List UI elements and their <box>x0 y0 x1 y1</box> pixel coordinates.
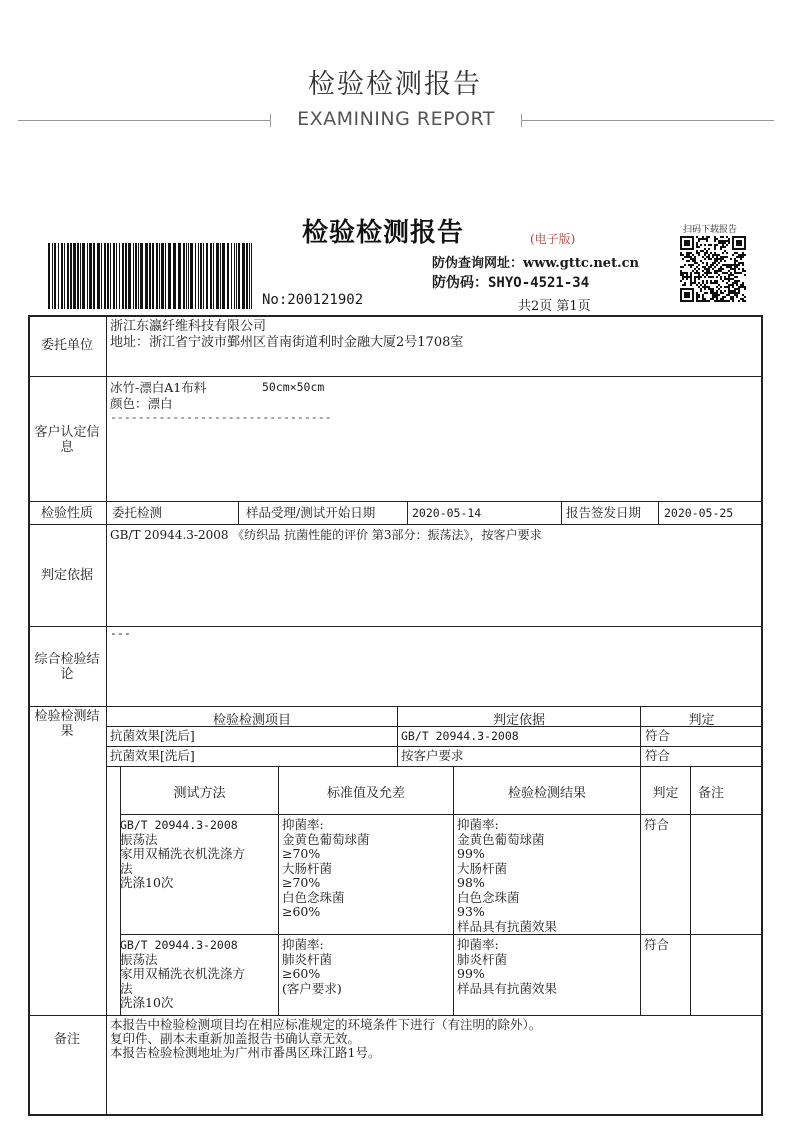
sample-size: 50cm×50cm <box>262 380 325 394</box>
detail-method-line: 家用双桶洗衣机洗涤方 <box>120 966 246 981</box>
qr-caption: 扫码下载报告 <box>683 225 738 235</box>
detail-method-line: GB/T 20944.3-2008 <box>120 938 238 952</box>
detail-header-standard: 标准值及允差 <box>326 786 405 801</box>
basis-value: GB/T 20944.3-2008 《纺织品 抗菌性能的评价 第3部分：振荡法》，按客户要求 <box>110 528 542 542</box>
remarks-line: 复印件、副本未重新加盖报告书确认章无效。 <box>110 1031 361 1046</box>
detail-verdict: 符合 <box>644 817 670 832</box>
detail-result-line: 金黄色葡萄球菌 <box>457 831 545 847</box>
sample-dashes: -------------------------------- <box>110 410 332 424</box>
results-row-basis: GB/T 20944.3-2008 <box>401 729 519 743</box>
detail-standard-cell <box>282 938 342 996</box>
client-name: 浙江东瀛纤维科技有限公司 <box>110 319 267 334</box>
detail-method-line: 振荡法 <box>120 831 158 847</box>
banner-subtitle: EXAMINING REPORT <box>297 108 495 130</box>
col-divider <box>278 766 279 1015</box>
detail-standard-line: ≥60% <box>282 966 321 981</box>
results-row-verdict: 符合 <box>645 728 671 743</box>
detail-header-remark: 备注 <box>697 786 724 801</box>
client-address: 地址：浙江省宁波市鄞州区首南街道利时金融大厦2号1708室 <box>110 335 464 350</box>
detail-header-result: 检验检测结果 <box>507 786 586 801</box>
row-divider <box>28 626 763 627</box>
issue-date-value: 2020-05-25 <box>664 506 734 520</box>
detail-standard-line: ≥60% <box>282 904 321 919</box>
col-divider <box>640 766 641 1015</box>
detail-standard-line: 抑菌率: <box>282 817 324 832</box>
detail-standard-line: 大肠杆菌 <box>282 860 333 876</box>
barcode-icon <box>47 243 255 309</box>
detail-standard-line: (客户要求) <box>282 980 342 996</box>
antifake-line <box>432 272 589 292</box>
detail-method-line: 法 <box>120 980 133 996</box>
detail-result-cell <box>457 938 557 996</box>
detail-method-cell <box>120 938 245 1011</box>
col-divider <box>658 501 659 525</box>
start-date-label: 样品受理/测试开始日期 <box>246 505 376 520</box>
qr-code-icon[interactable] <box>680 236 746 302</box>
basis-label: 判定依据 <box>40 568 93 583</box>
page-count: 共2页 第1页 <box>518 299 591 314</box>
detail-standard-cell <box>282 818 370 920</box>
detail-result-line: 样品具有抗菌效果 <box>457 980 558 996</box>
detail-result-line: 样品具有抗菌效果 <box>457 918 558 934</box>
conclusion-value: --- <box>110 626 131 640</box>
antifake-code: SHYO-4521-34 <box>488 275 590 291</box>
detail-method-line: 振荡法 <box>120 951 158 967</box>
detail-method-line: GB/T 20944.3-2008 <box>120 818 238 832</box>
remarks-line: 本报告中检验检测项目均在相应标准规定的环境条件下进行（有注明的除外）。 <box>110 1017 542 1032</box>
row-divider <box>28 706 763 707</box>
sample-color: 颜色：漂白 <box>110 396 173 411</box>
row-divider <box>28 376 763 377</box>
detail-result-line: 93% <box>457 904 485 919</box>
detail-header-method: 测试方法 <box>173 786 226 801</box>
remarks-line: 本报告检验检测地址为广州市番禺区珠江路1号。 <box>110 1045 381 1060</box>
nature-value: 委托检测 <box>112 505 163 520</box>
detail-result-line: 肺炎杆菌 <box>457 951 508 967</box>
detail-result-line: 抑菌率: <box>457 937 499 952</box>
detail-result-cell <box>457 818 557 934</box>
results-header-verdict: 判定 <box>688 713 715 728</box>
detail-standard-line: ≥70% <box>282 846 321 861</box>
detail-standard-line: 金黄色葡萄球菌 <box>282 831 370 847</box>
results-row-item: 抗菌效果[洗后] <box>110 748 195 763</box>
verify-label: 防伪查询网址： <box>432 256 524 271</box>
table-border-top <box>28 315 763 317</box>
verify-line <box>432 252 639 271</box>
detail-verdict: 符合 <box>644 937 670 952</box>
table-border-left <box>28 315 30 1116</box>
detail-method-line: 洗涤10次 <box>120 995 174 1010</box>
results-row-verdict: 符合 <box>645 748 671 763</box>
detail-result-line: 大肠杆菌 <box>457 860 508 876</box>
sample-label: 客户认定信息 <box>34 425 100 455</box>
detail-method-line: 法 <box>120 860 133 876</box>
detail-method-cell <box>120 818 245 891</box>
col-divider <box>407 501 408 525</box>
antifake-label: 防伪码： <box>432 275 488 291</box>
table-border-bottom <box>28 1114 763 1116</box>
issue-date-label: 报告签发日期 <box>566 505 642 520</box>
col-divider <box>690 766 691 1015</box>
col-divider <box>238 501 239 525</box>
detail-result-line: 99% <box>457 966 485 981</box>
detail-standard-line: ≥70% <box>282 875 321 890</box>
banner-subtitle-row <box>18 108 774 134</box>
detail-method-line: 洗涤10次 <box>120 875 174 890</box>
detail-result-line: 白色念珠菌 <box>457 889 520 905</box>
detail-header-verdict: 判定 <box>652 786 679 801</box>
results-row-basis: 按客户要求 <box>401 748 464 763</box>
row-divider <box>120 934 763 935</box>
detail-standard-line: 肺炎杆菌 <box>282 951 333 967</box>
banner-title: 检验检测报告 <box>308 69 482 100</box>
report-number: No:200121902 <box>262 292 364 308</box>
row-divider <box>28 524 763 525</box>
results-header-basis: 判定依据 <box>492 713 545 728</box>
client-label: 委托单位 <box>40 338 93 353</box>
report-title: 检验检测报告 <box>302 218 465 248</box>
detail-standard-line: 白色念珠菌 <box>282 889 345 905</box>
detail-result-line: 98% <box>457 875 485 890</box>
results-header-item: 检验检测项目 <box>212 713 291 728</box>
sample-name: 冰竹-漂白A1布料 <box>110 380 207 395</box>
nature-label: 检验性质 <box>40 506 93 521</box>
row-divider <box>28 1015 763 1016</box>
detail-result-line: 抑菌率: <box>457 817 499 832</box>
col-divider <box>561 501 562 525</box>
report-table <box>28 315 763 1116</box>
start-date-value: 2020-05-14 <box>412 506 482 520</box>
detail-standard-line: 抑菌率: <box>282 937 324 952</box>
results-row-item: 抗菌效果[洗后] <box>110 728 195 743</box>
conclusion-label: 综合检验结论 <box>34 652 100 682</box>
detail-method-line: 家用双桶洗衣机洗涤方 <box>120 846 246 861</box>
remarks-label: 备注 <box>53 1032 80 1047</box>
row-divider <box>106 746 763 747</box>
detail-result-line: 99% <box>457 846 485 861</box>
report-edition: (电子版) <box>530 232 576 246</box>
row-divider <box>28 501 763 502</box>
results-label: 检验检测结果 <box>34 709 100 739</box>
verify-url[interactable]: www.gttc.net.cn <box>523 256 639 271</box>
row-divider <box>106 766 763 767</box>
col-divider <box>453 766 454 1015</box>
row-divider <box>120 814 763 815</box>
